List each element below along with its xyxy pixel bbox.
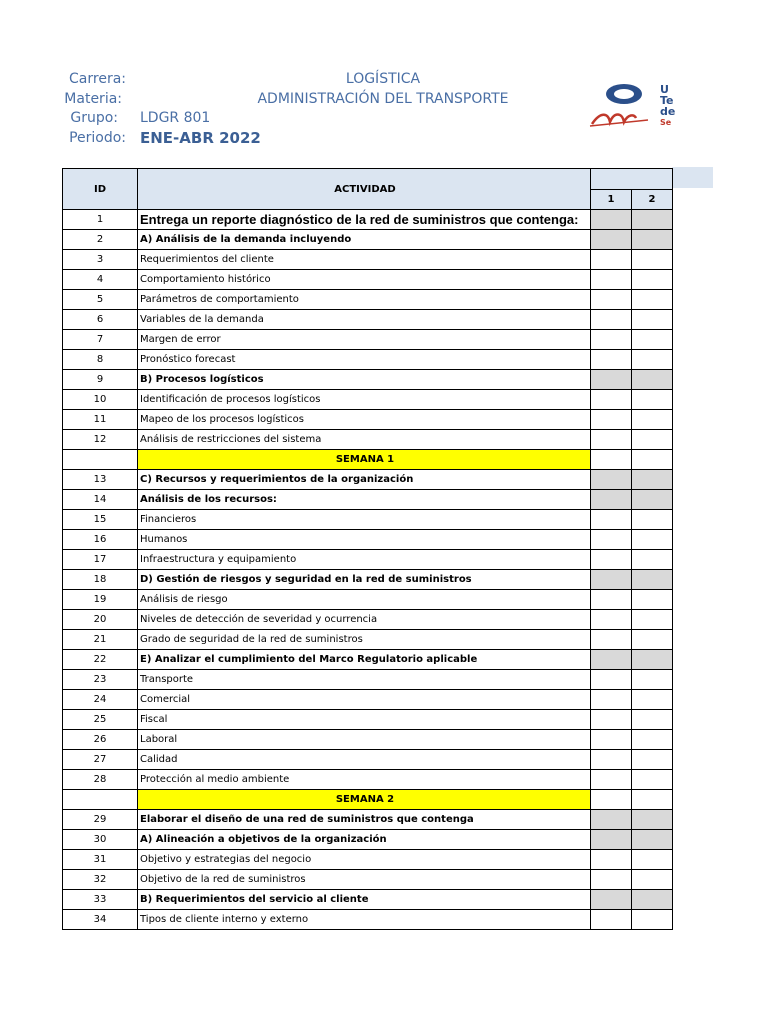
week-cell[interactable]	[591, 530, 632, 550]
table-row	[63, 250, 673, 270]
table-row	[63, 610, 673, 630]
row-activity[interactable]: Comercial	[138, 690, 591, 710]
week-cell[interactable]	[632, 370, 673, 390]
week-cell[interactable]	[591, 390, 632, 410]
row-activity[interactable]: E) Analizar el cumplimiento del Marco Regulatorio aplicable	[138, 650, 591, 670]
row-activity[interactable]: Variables de la demanda	[138, 310, 591, 330]
row-activity[interactable]: D) Gestión de riesgos y seguridad en la red de suministros	[138, 570, 591, 590]
row-activity[interactable]: B) Requerimientos del servicio al cliente	[138, 890, 591, 910]
periodo-label: Periodo:	[69, 130, 126, 146]
logo-letter: de	[660, 105, 676, 118]
week-separator-row	[63, 790, 673, 810]
row-activity[interactable]: Financieros	[138, 510, 591, 530]
row-id[interactable]: 7	[63, 330, 138, 350]
table-row	[63, 690, 673, 710]
row-activity[interactable]: Elaborar el diseño de una red de suministros que contenga	[138, 810, 591, 830]
row-activity[interactable]: Niveles de detección de severidad y ocurrencia	[138, 610, 591, 630]
row-activity[interactable]: Requerimientos del cliente	[138, 250, 591, 270]
week-cell[interactable]	[632, 350, 673, 370]
week-cell[interactable]	[632, 470, 673, 490]
row-id[interactable]: 6	[63, 310, 138, 330]
week-cell[interactable]	[591, 430, 632, 450]
row-activity[interactable]: Protección al medio ambiente	[138, 770, 591, 790]
table-row	[63, 870, 673, 890]
table-row	[63, 650, 673, 670]
week-cell[interactable]	[591, 410, 632, 430]
table-row	[63, 550, 673, 570]
week-cell[interactable]	[591, 310, 632, 330]
row-activity[interactable]: Análisis de riesgo	[138, 590, 591, 610]
week-cell[interactable]	[632, 410, 673, 430]
week-cell[interactable]	[591, 510, 632, 530]
row-id[interactable]: 31	[63, 850, 138, 870]
week-cell[interactable]	[632, 310, 673, 330]
table-row	[63, 350, 673, 370]
week-cell[interactable]	[632, 270, 673, 290]
materia-value: ADMINISTRACIÓN DEL TRANSPORTE	[257, 91, 509, 107]
week-cell[interactable]	[632, 330, 673, 350]
week-label[interactable]: SEMANA 2	[138, 790, 591, 810]
week-cell[interactable]	[632, 810, 673, 830]
row-id[interactable]: 18	[63, 570, 138, 590]
row-activity[interactable]: Identificación de procesos logísticos	[138, 390, 591, 410]
row-activity[interactable]: C) Recursos y requerimientos de la organización	[138, 470, 591, 490]
table-row	[63, 910, 673, 930]
col-id-header: ID	[63, 169, 138, 210]
week-cell[interactable]	[632, 510, 673, 530]
row-id[interactable]: 4	[63, 270, 138, 290]
week-cell[interactable]	[591, 630, 632, 650]
row-activity[interactable]: Tipos de cliente interno y externo	[138, 910, 591, 930]
week-cell[interactable]	[591, 750, 632, 770]
week-cell[interactable]	[632, 530, 673, 550]
week-cell[interactable]	[591, 210, 632, 230]
row-id[interactable]: 19	[63, 590, 138, 610]
week-cell[interactable]	[632, 890, 673, 910]
carrera-label: Carrera:	[69, 71, 126, 87]
university-logo-icon	[588, 78, 668, 134]
row-activity[interactable]: Transporte	[138, 670, 591, 690]
week-cell[interactable]	[591, 870, 632, 890]
table-row	[63, 390, 673, 410]
week-cell[interactable]	[632, 790, 673, 810]
weeks-header	[591, 169, 673, 190]
row-id[interactable]: 11	[63, 410, 138, 430]
table-row	[63, 230, 673, 250]
row-activity[interactable]: Comportamiento histórico	[138, 270, 591, 290]
table-row	[63, 670, 673, 690]
week-cell[interactable]	[591, 830, 632, 850]
col-activity-header: ACTIVIDAD	[138, 169, 591, 210]
table-row	[63, 750, 673, 770]
carrera-value: LOGÍSTICA	[345, 71, 421, 87]
materia-label: Materia:	[64, 91, 122, 107]
week-cell[interactable]	[632, 430, 673, 450]
logo-letter: U	[660, 83, 669, 96]
gantt-header-overflow	[672, 167, 713, 188]
week-cell[interactable]	[632, 850, 673, 870]
week-cell[interactable]	[632, 830, 673, 850]
week-cell[interactable]	[591, 230, 632, 250]
table-row	[63, 510, 673, 530]
table-row	[63, 850, 673, 870]
week-cell[interactable]	[591, 790, 632, 810]
row-activity[interactable]: Humanos	[138, 530, 591, 550]
week-cell[interactable]	[632, 870, 673, 890]
table-row	[63, 270, 673, 290]
row-id[interactable]: 9	[63, 370, 138, 390]
week-cell[interactable]	[591, 450, 632, 470]
row-id[interactable]: 8	[63, 350, 138, 370]
table-row	[63, 590, 673, 610]
week-cell[interactable]	[632, 710, 673, 730]
row-id[interactable]: 1	[63, 210, 138, 230]
row-id[interactable]: 29	[63, 810, 138, 830]
week-cell[interactable]	[632, 210, 673, 230]
table-row	[63, 810, 673, 830]
table-row	[63, 470, 673, 490]
row-activity[interactable]: B) Procesos logísticos	[138, 370, 591, 390]
week-cell[interactable]	[632, 770, 673, 790]
week-cell[interactable]	[591, 250, 632, 270]
table-row	[63, 490, 673, 510]
grupo-label: Grupo:	[70, 110, 118, 126]
week-cell[interactable]	[591, 350, 632, 370]
row-id[interactable]: 20	[63, 610, 138, 630]
logo-letter: Te	[660, 94, 674, 107]
week-cell[interactable]	[591, 290, 632, 310]
row-id[interactable]: 10	[63, 390, 138, 410]
week-cell[interactable]	[632, 670, 673, 690]
table-row	[63, 890, 673, 910]
week-cell[interactable]	[632, 290, 673, 310]
week-cell[interactable]	[591, 710, 632, 730]
row-id[interactable]: 33	[63, 890, 138, 910]
row-activity[interactable]: Análisis de restricciones del sistema	[138, 430, 591, 450]
week-cell[interactable]	[591, 270, 632, 290]
row-id[interactable]: 13	[63, 470, 138, 490]
table-row	[63, 290, 673, 310]
row-id[interactable]: 3	[63, 250, 138, 270]
table-row	[63, 370, 673, 390]
row-id[interactable]	[63, 450, 138, 470]
row-activity[interactable]: Infraestructura y equipamiento	[138, 550, 591, 570]
row-activity[interactable]: Mapeo de los procesos logísticos	[138, 410, 591, 430]
row-id[interactable]: 25	[63, 710, 138, 730]
row-id[interactable]: 21	[63, 630, 138, 650]
table-row	[63, 410, 673, 430]
table-row	[63, 310, 673, 330]
row-id[interactable]: 24	[63, 690, 138, 710]
row-id[interactable]: 16	[63, 530, 138, 550]
table-row	[63, 570, 673, 590]
week-cell[interactable]	[591, 670, 632, 690]
week-cell[interactable]	[632, 910, 673, 930]
row-id[interactable]: 34	[63, 910, 138, 930]
periodo-value: ENE-ABR 2022	[140, 129, 261, 147]
row-activity[interactable]: Grado de seguridad de la red de suministros	[138, 630, 591, 650]
week-cell[interactable]	[591, 730, 632, 750]
week-cell[interactable]	[591, 370, 632, 390]
week-cell[interactable]	[591, 570, 632, 590]
week-cell[interactable]	[591, 650, 632, 670]
table-row	[63, 770, 673, 790]
week-cell[interactable]	[591, 810, 632, 830]
row-id[interactable]: 30	[63, 830, 138, 850]
week-cell[interactable]	[632, 750, 673, 770]
logo-letter: Se	[660, 118, 672, 127]
table-row	[63, 710, 673, 730]
week-cell[interactable]	[591, 910, 632, 930]
week-cell[interactable]	[632, 450, 673, 470]
week-cell[interactable]	[632, 730, 673, 750]
row-activity[interactable]: Parámetros de comportamiento	[138, 290, 591, 310]
table-row	[63, 430, 673, 450]
week-cell[interactable]	[591, 610, 632, 630]
week-separator-row	[63, 450, 673, 470]
row-activity[interactable]: Análisis de los recursos:	[138, 490, 591, 510]
row-activity[interactable]: Pronóstico forecast	[138, 350, 591, 370]
table-row	[63, 530, 673, 550]
week-cell[interactable]	[591, 490, 632, 510]
row-id[interactable]: 5	[63, 290, 138, 310]
activity-sheet	[62, 168, 673, 930]
week-col-header: 2	[632, 190, 673, 210]
week-cell[interactable]	[632, 650, 673, 670]
week-cell[interactable]	[632, 570, 673, 590]
row-id[interactable]: 26	[63, 730, 138, 750]
table-row	[63, 210, 673, 230]
row-activity[interactable]: Objetivo y estrategias del negocio	[138, 850, 591, 870]
row-activity[interactable]: Laboral	[138, 730, 591, 750]
week-cell[interactable]	[632, 630, 673, 650]
row-id[interactable]: 22	[63, 650, 138, 670]
activity-table	[62, 168, 673, 930]
table-row	[63, 730, 673, 750]
row-activity[interactable]: A) Análisis de la demanda incluyendo	[138, 230, 591, 250]
row-id[interactable]: 27	[63, 750, 138, 770]
week-label[interactable]: SEMANA 1	[138, 450, 591, 470]
week-cell[interactable]	[591, 890, 632, 910]
week-cell[interactable]	[632, 690, 673, 710]
row-activity[interactable]: Objetivo de la red de suministros	[138, 870, 591, 890]
week-cell[interactable]	[632, 550, 673, 570]
row-activity[interactable]: Margen de error	[138, 330, 591, 350]
week-cell[interactable]	[591, 330, 632, 350]
week-cell[interactable]	[591, 690, 632, 710]
grupo-value: LDGR 801	[140, 110, 211, 126]
row-id[interactable]: 14	[63, 490, 138, 510]
week-cell[interactable]	[632, 590, 673, 610]
row-id[interactable]: 17	[63, 550, 138, 570]
row-id[interactable]: 23	[63, 670, 138, 690]
week-cell[interactable]	[632, 250, 673, 270]
week-cell[interactable]	[632, 490, 673, 510]
row-id[interactable]: 28	[63, 770, 138, 790]
week-cell[interactable]	[632, 610, 673, 630]
week-cell[interactable]	[591, 770, 632, 790]
week-col-header: 1	[591, 190, 632, 210]
table-row	[63, 630, 673, 650]
row-id[interactable]: 12	[63, 430, 138, 450]
table-row	[63, 330, 673, 350]
row-activity[interactable]: Entrega un reporte diagnóstico de la red de suministros que contenga:	[138, 210, 591, 230]
week-cell[interactable]	[632, 390, 673, 410]
week-cell[interactable]	[591, 590, 632, 610]
table-row	[63, 830, 673, 850]
row-id[interactable]: 15	[63, 510, 138, 530]
row-activity[interactable]: Calidad	[138, 750, 591, 770]
row-id[interactable]	[63, 790, 138, 810]
week-cell[interactable]	[591, 470, 632, 490]
week-cell[interactable]	[632, 230, 673, 250]
week-cell[interactable]	[591, 850, 632, 870]
row-activity[interactable]: Fiscal	[138, 710, 591, 730]
row-id[interactable]: 32	[63, 870, 138, 890]
week-cell[interactable]	[591, 550, 632, 570]
row-id[interactable]: 2	[63, 230, 138, 250]
logo-text	[660, 84, 675, 128]
row-activity[interactable]: A) Alineación a objetivos de la organización	[138, 830, 591, 850]
